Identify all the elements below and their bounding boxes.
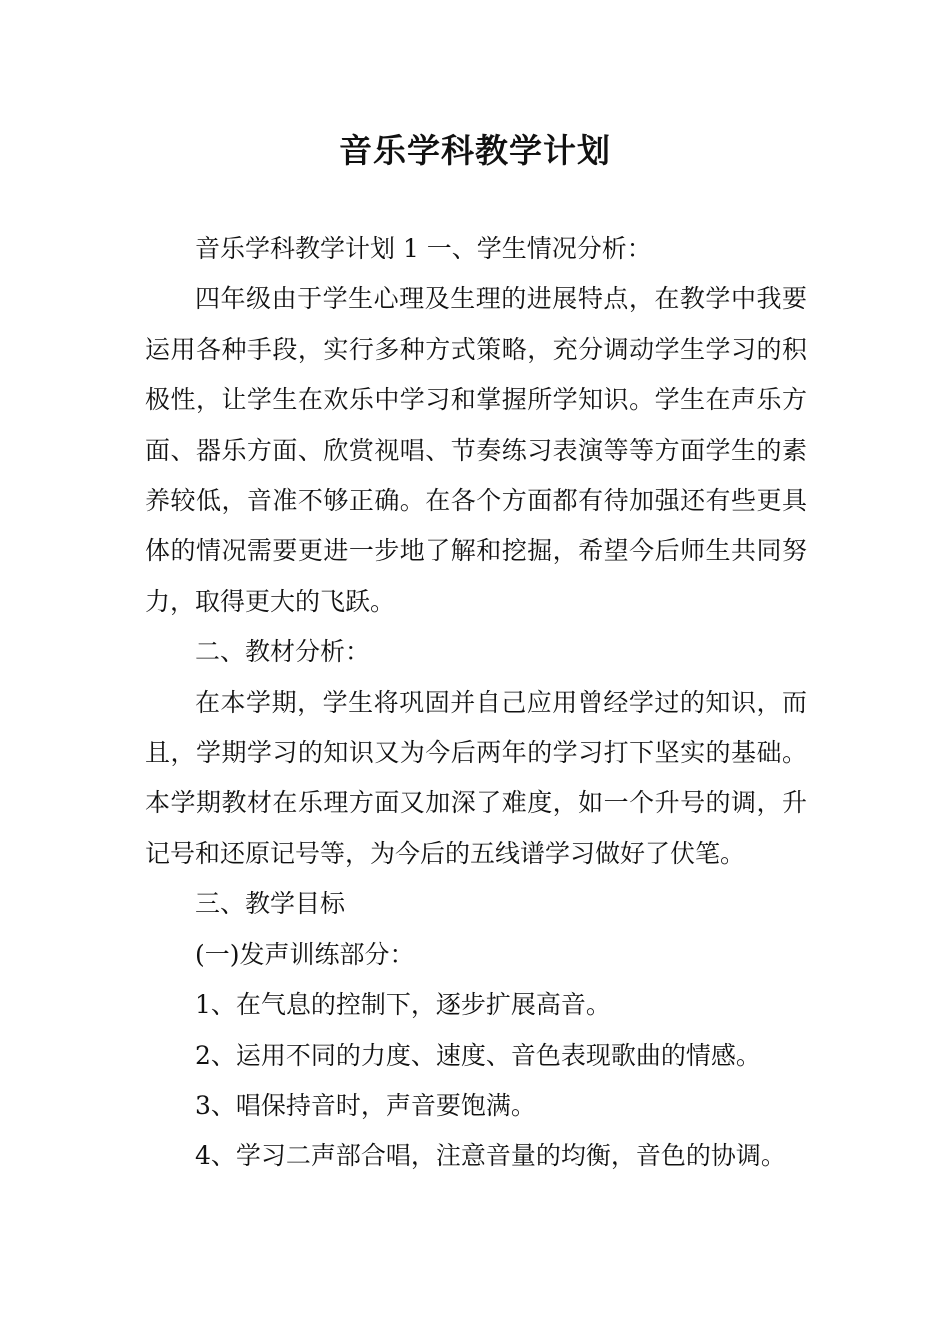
section-heading-student-analysis: 音乐学科教学计划 1 一、学生情况分析： xyxy=(195,234,652,263)
paragraph-student-analysis: 四年级由于学生心理及生理的进展特点，在教学中我要运用各种手段，实行多种方式策略，充分调动学生学习的积极性，让学生在欢乐中学习和掌握所学知识。学生在声乐方面、器乐方面、欣赏视唱、节奏练习表演等等方面学生的素养较低，音准不够正确。在各个方面都有待加强还有些更具体的情况需要更进一步地了解和挖掘，希望今后师生共同努力，取得更大的飞跃。 xyxy=(145,284,807,616)
subheading-vocal-training: (一)发声训练部分： xyxy=(195,939,415,969)
document-title: 音乐学科教学计划 xyxy=(339,131,611,170)
list-item-goal-2: 2、运用不同的力度、速度、音色表现歌曲的情感。 xyxy=(195,1040,761,1070)
paragraph-textbook-analysis: 在本学期，学生将巩固并自己应用曾经学过的知识，而且，学期学习的知识又为今后两年的学习打下坚实的基础。本学期教材在乐理方面又加深了难度，如一个升号的调，升记号和还原记号等，为今后的五线谱学习做好了伏笔。 xyxy=(145,687,807,868)
section-heading-teaching-goals: 三、教学目标 xyxy=(195,889,346,919)
document-body xyxy=(145,224,807,1182)
list-item-goal-1: 1、在气息的控制下，逐步扩展高音。 xyxy=(195,990,611,1020)
list-item-goal-3: 3、唱保持音时，声音要饱满。 xyxy=(195,1090,536,1120)
section-heading-textbook-analysis: 二、教材分析： xyxy=(195,637,371,667)
list-item-goal-4: 4、学习二声部合唱，注意音量的均衡，音色的协调。 xyxy=(195,1141,786,1171)
